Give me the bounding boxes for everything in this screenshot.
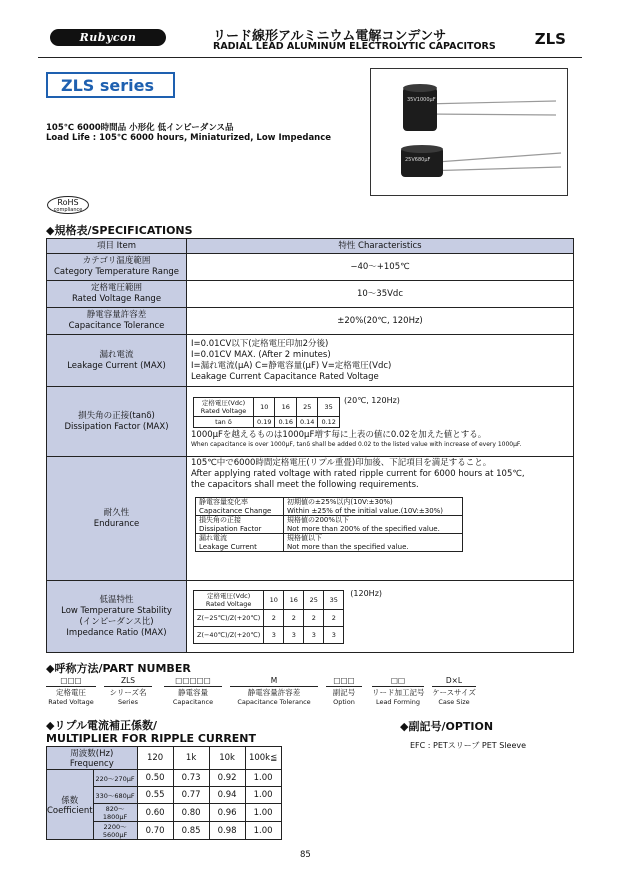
pn-code: □□ (390, 676, 406, 685)
pn-item (230, 676, 318, 707)
freq-1: 1k (173, 747, 209, 770)
req-val-en: Within ±25% of the initial value.(10V:±30%) (287, 506, 444, 515)
pn-item (104, 676, 152, 707)
lowtemp-en1: Low Temperature Stability (61, 605, 172, 616)
title-en: RADIAL LEAD ALUMINUM ELECTROLYTIC CAPACITORS (213, 41, 496, 52)
leakage-line4: Leakage Current Capacitance Rated Voltage (191, 371, 379, 382)
pn-en: Case Size (438, 698, 470, 706)
multiplier-heading-jp: ◆リプル電流補正係数/ (46, 719, 158, 732)
lt-v-3: 35 (324, 590, 344, 609)
req-key-en: Capacitance Change (199, 506, 272, 515)
freq-3: 100k≦ (245, 747, 281, 770)
ripple-multiplier-table (46, 746, 282, 840)
spec-row-lowtemp (47, 581, 574, 653)
endurance-jp: 耐久性 (103, 507, 130, 518)
spec-row-temp (47, 254, 574, 281)
pn-jp: 定格電圧 (46, 686, 96, 698)
mult-cell: 0.92 (209, 770, 245, 787)
pn-code: □□□ (333, 676, 355, 685)
req-key-en: Dissipation Factor (199, 524, 262, 533)
pn-item (432, 676, 476, 707)
header-rule (38, 57, 582, 58)
mult-cell: 0.50 (137, 770, 173, 787)
lt-r1-label: Z(−25℃)/Z(+20℃) (194, 609, 264, 626)
spec-row-tolerance (47, 308, 574, 335)
lt-r1-0: 2 (264, 609, 284, 626)
req-key-jp: 損失角の正接 (199, 516, 241, 524)
mult-cell: 0.73 (173, 770, 209, 787)
tolerance-jp: 静電容量許容差 (86, 310, 147, 320)
tolerance-en: Capacitance Tolerance (68, 321, 165, 331)
df-v-1: 16 (275, 397, 296, 416)
freq-2: 10k (209, 747, 245, 770)
df-rv-jp: 定格電圧(Vdc) (201, 398, 246, 407)
endurance-text2: After applying rated voltage with rated ripple current for 6000 hours at 105℃, (191, 469, 525, 479)
feature-jp: 105℃ 6000時間品 小形化 低インピーダンス品 (46, 123, 234, 133)
mult-cell: 1.00 (245, 822, 281, 840)
rohs-badge (47, 196, 89, 214)
range-cell: 2200〜5600μF (93, 822, 137, 840)
temp-jp: カテゴリ温度範囲 (82, 256, 151, 266)
df-rv-en: Rated Voltage (200, 406, 247, 415)
tan-delta-table (193, 397, 340, 428)
endurance-req-row (196, 516, 463, 534)
df-v-2: 25 (296, 397, 317, 416)
specs-header-row (47, 239, 574, 254)
coef-jp: 係数 (61, 795, 79, 806)
df-tan-label: tan δ (194, 416, 254, 427)
lt-r1-2: 2 (304, 609, 324, 626)
mult-cell: 0.60 (137, 804, 173, 822)
df-note-en: When capacitance is over 1000μF, tanδ shall be added 0.02 to the listed value with increase of every 1000μF. (191, 440, 522, 448)
pn-jp: シリーズ名 (104, 686, 152, 698)
req-key-jp: 漏れ電流 (199, 534, 227, 542)
feature-en: Load Life : 105℃ 6000 hours, Miniaturized, Low Impedance (46, 133, 332, 143)
option-heading: ◆副記号/OPTION (400, 720, 494, 733)
multiplier-heading-en: MULTIPLIER FOR RIPPLE CURRENT (46, 732, 257, 745)
df-condition: (20℃, 120Hz) (343, 395, 400, 405)
lt-rv-jp: 定格電圧(Vdc) (207, 591, 251, 600)
pn-code: D×L (445, 676, 463, 685)
rubycon-logo: Rubycon (50, 29, 166, 46)
voltage-en: Rated Voltage Range (71, 294, 162, 304)
rohs-text: RoHS (57, 198, 79, 207)
pn-jp: ケースサイズ (432, 688, 476, 697)
dissipation-jp: 損失角の正接(tanδ) (78, 410, 155, 421)
pn-item (326, 676, 362, 707)
mult-cell: 0.77 (173, 787, 209, 804)
col-item: 項目 Item (47, 239, 187, 254)
tolerance-value: ±20%(20℃, 120Hz) (187, 308, 574, 335)
endurance-text1: 105℃中で6000時間定格電圧(リプル重畳)印加後、下記項目を満足すること。 (191, 458, 492, 468)
temp-en: Category Temperature Range (53, 267, 179, 277)
page-header (38, 22, 582, 56)
voltage-jp: 定格電圧範囲 (90, 283, 142, 293)
part-number-heading: ◆呼称方法/PART NUMBER (46, 662, 191, 675)
pn-jp: 副記号 (326, 686, 362, 698)
series-code: ZLS (534, 30, 566, 48)
pn-jp: 静電容量許容差 (230, 686, 318, 698)
cap1-label: 35V1000μF (407, 97, 436, 103)
mult-cell: 1.00 (245, 787, 281, 804)
df-note-jp: 1000μFを越えるものは1000μF増す毎に上表の値に0.02を加えた値とする。 (191, 429, 487, 440)
pn-en: Rated Voltage (48, 698, 94, 706)
pn-en: Series (118, 698, 138, 706)
req-key-jp: 静電容量変化率 (199, 498, 248, 506)
lt-r1-3: 2 (324, 609, 344, 626)
pn-item (372, 676, 424, 707)
req-val-en: Not more than 200% of the specified value. (287, 524, 440, 533)
mult-cell: 0.96 (209, 804, 245, 822)
col-characteristics: 特性 Characteristics (187, 239, 574, 254)
range-cell: 220〜270μF (93, 770, 137, 787)
lowtemp-jp2: (インピーダンス比) (79, 616, 154, 627)
pn-jp: リード加工記号 (372, 688, 425, 697)
lt-rv-en: Rated Voltage (205, 599, 252, 608)
lowtemp-en2: Impedance Ratio (MAX) (66, 627, 167, 638)
capacitor-illustration (371, 69, 568, 196)
table-row (47, 770, 282, 787)
endurance-en: Endurance (93, 518, 140, 529)
coef-en: Coefficient (47, 805, 93, 816)
spec-row-endurance (47, 457, 574, 581)
product-photo (370, 68, 568, 196)
cap2-label: 25V680μF (405, 157, 431, 163)
mult-cell: 0.94 (209, 787, 245, 804)
pn-code: □□□ (60, 676, 82, 685)
spec-row-leakage (47, 335, 574, 387)
mult-cell: 0.98 (209, 822, 245, 840)
req-val-jp: 初期値の±25%以内(10V:±30%) (287, 498, 393, 506)
voltage-value: 10〜35Vdc (187, 281, 574, 308)
pn-en: Lead Forming (375, 698, 421, 706)
lt-r2-0: 3 (264, 626, 284, 643)
series-title: ZLS series (61, 76, 155, 95)
spec-row-dissipation (47, 387, 574, 457)
endurance-text3: the capacitors shall meet the following requirements. (191, 480, 419, 490)
df-tan-0: 0.19 (254, 416, 275, 427)
mult-cell: 0.55 (137, 787, 173, 804)
specs-heading: ◆規格表/SPECIFICATIONS (46, 224, 193, 237)
leakage-jp: 漏れ電流 (99, 349, 134, 360)
freq-0: 120 (137, 747, 173, 770)
series-title-box (46, 72, 175, 98)
req-key-en: Leakage Current (199, 542, 257, 551)
df-tan-1: 0.16 (275, 416, 296, 427)
df-v-0: 10 (254, 397, 275, 416)
impedance-ratio-table (193, 590, 344, 644)
lt-v-1: 16 (284, 590, 304, 609)
lt-v-0: 10 (264, 590, 284, 609)
req-val-jp: 規格値の200%以下 (287, 516, 350, 524)
mult-cell: 0.70 (137, 822, 173, 840)
mult-cell: 1.00 (245, 804, 281, 822)
lowtemp-jp1: 低温特性 (99, 594, 134, 605)
pn-en: Option (333, 698, 355, 706)
pn-code: M (270, 676, 278, 685)
pn-code: □□□□□ (175, 676, 211, 685)
req-val-en: Not more than the specified value. (287, 542, 409, 551)
endurance-req-row (196, 498, 463, 516)
mult-cell: 1.00 (245, 770, 281, 787)
dissipation-en: Dissipation Factor (MAX) (64, 421, 169, 432)
df-tan-2: 0.14 (296, 416, 317, 427)
df-v-3: 35 (318, 397, 339, 416)
option-value: EFC : PETスリーブ PET Sleeve (410, 741, 527, 750)
rohs-sub: compliance (53, 207, 83, 213)
lt-r1-1: 2 (284, 609, 304, 626)
df-tan-3: 0.12 (318, 416, 339, 427)
leakage-line3: I=漏れ電流(μA) C=静電容量(μF) V=定格電圧(Vdc) (191, 360, 392, 371)
page-number: 85 (300, 850, 311, 860)
lt-condition: (120Hz) (350, 588, 383, 598)
lt-r2-3: 3 (324, 626, 344, 643)
pn-item (46, 676, 96, 707)
temp-value: −40〜+105℃ (187, 254, 574, 281)
specifications-table (46, 238, 574, 653)
freq-jp: 周波数(Hz) (70, 749, 114, 759)
range-cell: 330〜680μF (93, 787, 137, 804)
pn-code: ZLS (120, 676, 136, 685)
mult-cell: 0.80 (173, 804, 209, 822)
leakage-line2: I=0.01CV MAX. (After 2 minutes) (191, 349, 331, 360)
lt-v-2: 25 (304, 590, 324, 609)
leakage-en: Leakage Current (MAX) (67, 360, 166, 371)
pn-item (164, 676, 222, 707)
lt-r2-label: Z(−40℃)/Z(+20℃) (194, 626, 264, 643)
lt-r2-1: 3 (284, 626, 304, 643)
title-jp: リード線形アルミニウム電解コンデンサ (213, 29, 447, 44)
leakage-line1: I=0.01CV以下(定格電圧印加2分後) (191, 338, 329, 349)
mult-cell: 0.85 (173, 822, 209, 840)
pn-jp: 静電容量 (164, 686, 222, 698)
endurance-requirements-table (195, 497, 463, 552)
range-cell: 820〜1800μF (93, 804, 137, 822)
pn-en: Capacitance (172, 698, 214, 706)
pn-en: Capacitance Tolerance (237, 698, 311, 706)
freq-en: Frequency (69, 759, 114, 769)
endurance-req-row (196, 534, 463, 552)
lt-r2-2: 3 (304, 626, 324, 643)
spec-row-voltage (47, 281, 574, 308)
req-val-jp: 規格値以下 (287, 534, 322, 542)
